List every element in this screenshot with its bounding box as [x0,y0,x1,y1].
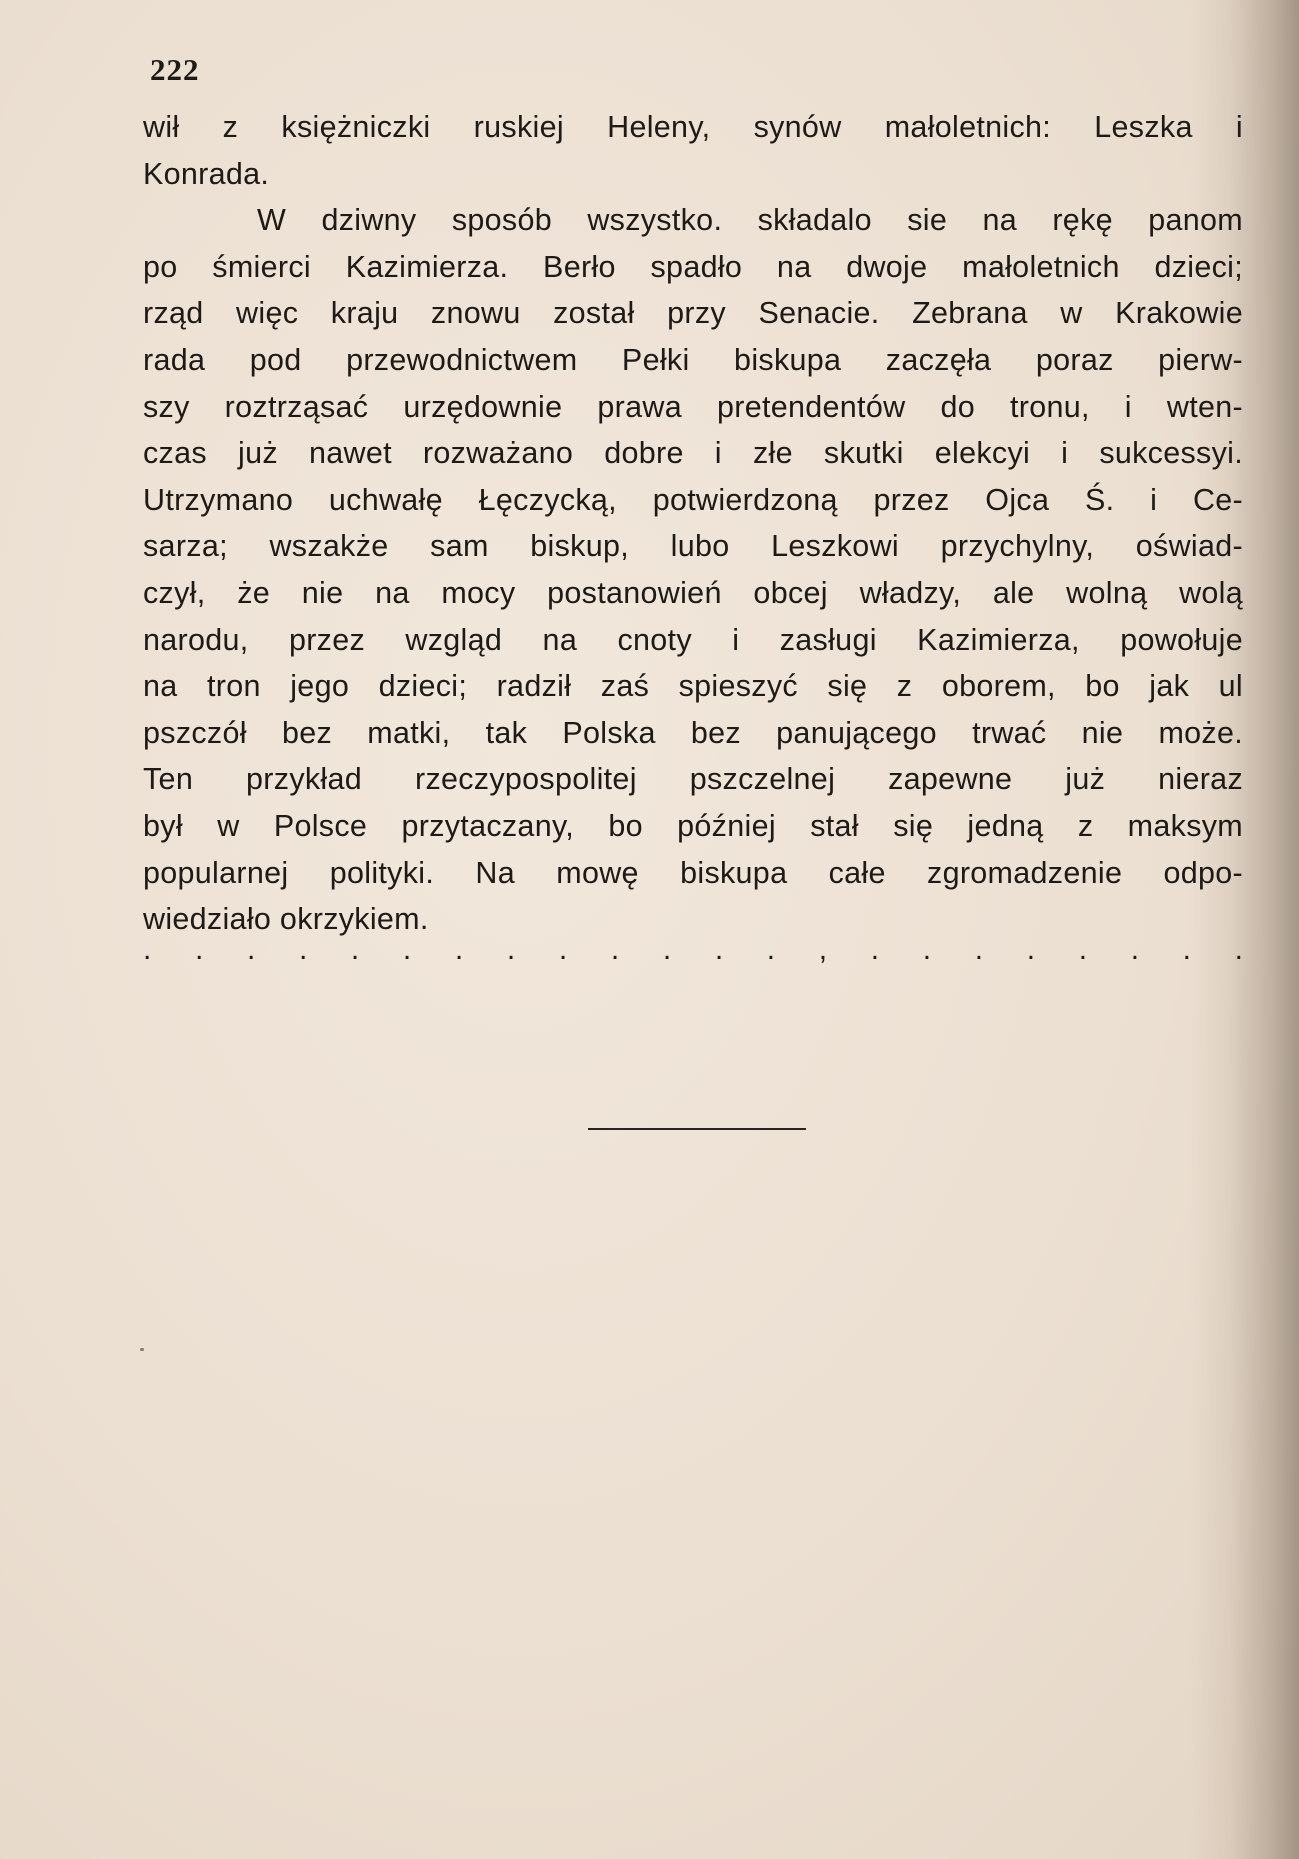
paper-speck [140,1348,144,1351]
text-line: czył, że nie na mocy postanowień obcej władzy, ale wolną wolą [143,575,1243,610]
body-text [143,104,1243,943]
text-line: Utrzymano uchwałę Łęczycką, potwierdzoną przez Ojca Ś. i Ce- [143,482,1243,517]
text-line: pszczół bez matki, tak Polska bez panującego trwać nie może. [143,715,1243,750]
text-line: wił z księżniczki ruskiej Heleny, synów małoletnich: Leszka i [143,110,1243,144]
ellipsis-row: . . . . . . . . . . . . . , . . . . . . . . [143,933,1243,966]
text-line: narodu, przez wzgląd na cnoty i zasługi Kazimierza, powołuje [143,622,1243,657]
text-line: Ten przykład rzeczypospolitej pszczelnej zapewne już nieraz [143,762,1243,797]
section-divider [588,1128,806,1130]
text-line: rada pod przewodnictwem Pełki biskupa zaczęła poraz pierw- [143,342,1243,377]
text-line: szy roztrząsać urzędownie prawa pretendentów do tronu, i wten- [143,389,1243,424]
text-line: sarza; wszakże sam biskup, lubo Leszkowi przychylny, oświad- [143,529,1243,564]
text-line: był w Polsce przytaczany, bo później stał się jedną z maksym [143,808,1243,843]
text-line: Konrada. [143,156,270,191]
text-line: wiedziało okrzykiem. [143,902,429,937]
page-number: 222 [150,52,200,87]
text-line: popularnej polityki. Na mowę biskupa całe zgromadzenie odpo- [143,855,1243,890]
text-line: W dziwny sposób wszystko. składalo sie na rękę panom [257,203,1243,238]
text-line: rząd więc kraju znowu został przy Senacie. Zebrana w Krakowie [143,296,1243,331]
text-line: na tron jego dzieci; radził zaś spieszyć się z oborem, bo jak ul [143,669,1243,704]
text-line: po śmierci Kazimierza. Berło spadło na dwoje małoletnich dzieci; [143,249,1243,284]
text-line: czas już nawet rozważano dobre i złe skutki elekcyi i sukcessyi. [143,436,1243,471]
